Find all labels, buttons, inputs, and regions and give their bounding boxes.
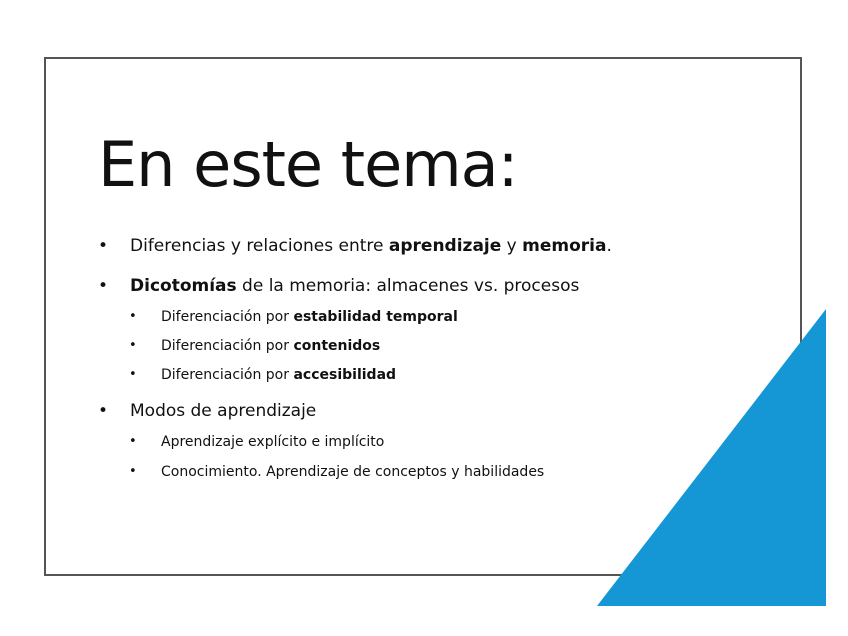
sub-list-item-text: Diferenciación por estabilidad temporal [161, 309, 458, 325]
sub-list-item-text: Diferenciación por contenidos [161, 338, 381, 354]
slide-title: En este tema: [98, 128, 518, 201]
bullet-icon: • [98, 236, 109, 256]
sub-list-item-text: Conocimiento. Aprendizaje de conceptos y habilidades [161, 464, 545, 480]
list-item-text: Diferencias y relaciones entre aprendizaje y memoria. [130, 236, 612, 256]
bullet-icon: • [98, 401, 109, 421]
list-item-text: Dicotomías de la memoria: almacenes vs. procesos [130, 276, 580, 296]
list-item-text: Modos de aprendizaje [130, 401, 317, 421]
bullet-icon: • [129, 464, 137, 479]
bullet-icon: • [129, 367, 137, 382]
bullet-icon: • [129, 338, 137, 353]
bullet-icon: • [98, 276, 109, 296]
bullet-icon: • [129, 309, 137, 324]
sub-list-item-text: Aprendizaje explícito e implícito [161, 434, 385, 450]
bullet-icon: • [129, 434, 137, 449]
sub-list-item-text: Diferenciación por accesibilidad [161, 367, 397, 383]
